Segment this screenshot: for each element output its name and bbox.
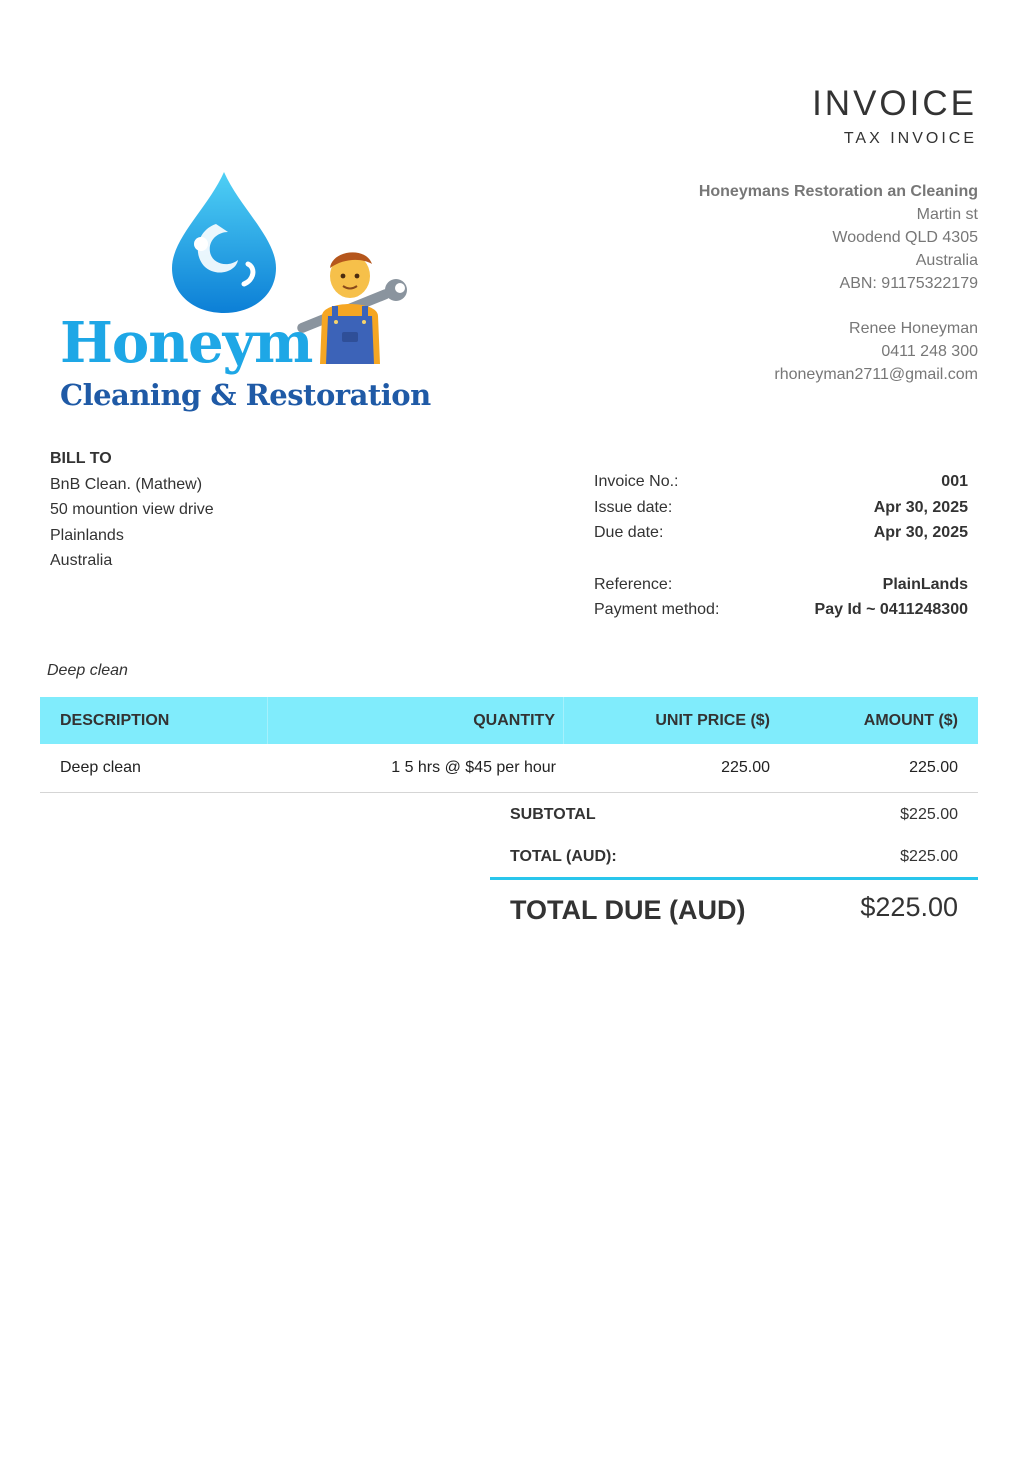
seller-abn: ABN: 91175322179: [839, 275, 978, 292]
row-unit-price: 225.00: [721, 759, 770, 776]
total-value: $225.00: [900, 848, 958, 865]
total-row: [490, 836, 978, 878]
logo-wordmark: Honeym: [60, 310, 313, 376]
header-quantity: QUANTITY: [268, 697, 564, 744]
invoice-subtitle: TAX INVOICE: [843, 130, 977, 147]
invoice-number-row: [594, 469, 968, 495]
seller-city: Woodend QLD 4305: [832, 229, 978, 246]
bill-to-country: Australia: [50, 552, 113, 569]
totals-block: [490, 794, 978, 930]
bill-to-street: 50 mountion view drive: [50, 501, 214, 518]
header-unit-price: UNIT PRICE ($): [655, 712, 770, 729]
seller-name: Honeymans Restoration an Cleaning: [698, 183, 978, 200]
row-description: Deep clean: [60, 759, 141, 776]
bill-to-heading: BILL TO: [50, 450, 112, 467]
contact-name: Renee Honeyman: [849, 320, 978, 337]
company-logo: [58, 168, 431, 422]
contact-email: rhoneyman2711@gmail.com: [774, 366, 978, 383]
bill-to-name: BnB Clean. (Mathew): [50, 475, 203, 493]
invoice-number-value: 001: [941, 473, 968, 490]
reference-label: Reference:: [594, 575, 673, 593]
payment-method-value: Pay Id ~ 0411248300: [814, 601, 968, 618]
total-due-row: [490, 880, 978, 930]
total-due-value: $225.00: [860, 892, 958, 922]
due-date-value: Apr 30, 2025: [873, 524, 968, 541]
subtotal-value: $225.00: [900, 806, 958, 823]
seller-details: [699, 180, 978, 386]
logo-tagline: Cleaning & Restoration: [60, 378, 431, 412]
subtotal-label: SUBTOTAL: [510, 806, 596, 823]
payment-method-label: Payment method:: [594, 601, 720, 618]
total-due-label: TOTAL DUE (AUD): [510, 895, 746, 925]
total-label: TOTAL (AUD):: [510, 848, 617, 865]
issue-date-label: Issue date:: [594, 498, 673, 516]
line-items-table: [40, 697, 978, 793]
subtotal-row: [490, 794, 978, 836]
table-row: [40, 744, 978, 793]
reference-row: [594, 572, 968, 598]
header-amount: AMOUNT ($): [863, 712, 958, 729]
row-quantity: 1 5 hrs @ $45 per hour: [391, 759, 556, 776]
header-description: DESCRIPTION: [40, 697, 268, 744]
row-amount: 225.00: [909, 759, 958, 776]
due-date-row: [594, 520, 968, 546]
due-date-label: Due date:: [594, 524, 664, 541]
invoice-number-label: Invoice No.:: [594, 473, 679, 490]
invoice-title: INVOICE: [812, 84, 977, 123]
issue-date-row: [594, 495, 968, 521]
payment-method-row: [594, 597, 968, 623]
bill-to-suburb: Plainlands: [50, 526, 124, 544]
bill-to-block: [50, 446, 214, 574]
issue-date-value: Apr 30, 2025: [873, 498, 968, 516]
seller-street: Martin st: [916, 206, 978, 223]
invoice-meta: [594, 469, 968, 623]
invoice-summary-note: Deep clean: [47, 662, 128, 679]
table-header: [40, 697, 978, 744]
reference-value: PlainLands: [882, 575, 968, 593]
contact-phone: 0411 248 300: [881, 343, 978, 360]
seller-country: Australia: [915, 252, 978, 269]
